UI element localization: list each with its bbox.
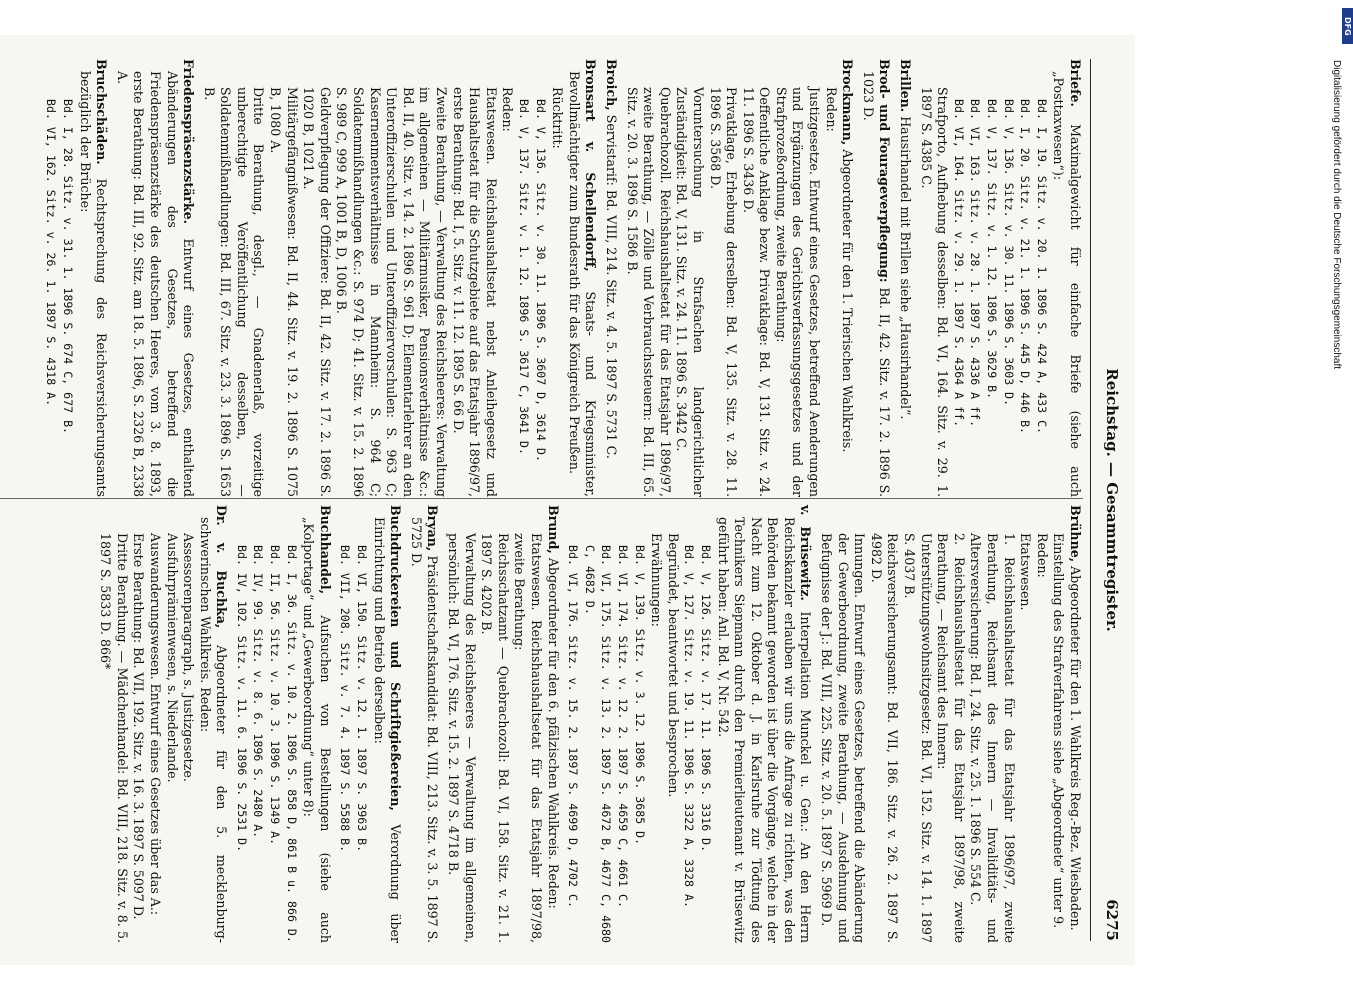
- entry-text: Begründet, beantwortet und besprochen.: [665, 533, 681, 798]
- column-divider: [0, 498, 1083, 499]
- register-page: [0, 35, 1135, 965]
- entry-text: Verordnung über Einrichtung und Betrieb derselben:: [371, 517, 404, 943]
- entry-text: Staats- und Kriegsminister, Bevollmächtigter zum Bundesrath für das Königreich Preußen.: [566, 71, 599, 497]
- entry-text: Militärgefängnißwesen: Bd. II, 44. Sitz. v. 19. 2. 1896 S. 1075 B, 1080 A.: [268, 87, 300, 497]
- dfg-logo: DFG: [1342, 8, 1353, 44]
- entry-text: Quebrachozoll. Reichshaushaltsetat für das Etatsjahr 1896/97, zweite Berathung, — Zölle und Verbrauchssteuern: Bd. III, 65. Sitz. v. 20. 3. 1896 S. 1586 B.: [624, 87, 673, 497]
- entry-text: Abgeordneter für den 5. mecklenburg-schwerinschen Wahlkreis. Reden:: [197, 517, 230, 943]
- entry-text: Auswanderungswesen. Entwurf eines Gesetzes über das A.:: [147, 533, 163, 916]
- page-header: [1095, 59, 1121, 941]
- entry-text: Maximalgewicht für einfache Briefe (siehe auch „Posttaxwesen“):: [1051, 71, 1083, 497]
- entry-text: Reden:: [1034, 533, 1050, 578]
- entry-text: Strafporto, Aufhebung desselben: Bd. VI, 164. Sitz. v. 29. 1. 1897 S. 4385 C.: [918, 87, 951, 497]
- page-number: 6275: [1103, 899, 1121, 941]
- entry-text: Voruntersuchung in Strafsachen landgerichtlicher Zuständigkeit: Bd. V, 131. Sitz. v. 24. 11. 1896 S. 3442 C.: [674, 87, 706, 497]
- citation-line: Bd. V, 137. Sitz. v. 1. 12. 1896 S. 3617 C, 3641 D.: [517, 99, 531, 455]
- entry-text: Privatklage, Erhebung derselben: Bd. V, 135. Sitz. v. 28. 11. 1896 S. 3568 D.: [707, 87, 740, 497]
- citation-line: Bd. VI, 175. Sitz. v. 13. 2. 1897 S. 4672 B, 4677 C, 4680 C, 4682 D.: [582, 545, 614, 943]
- entry-text: Erste Berathung: Bd. VII, 192. Sitz. v. 16. 3. 1897 S. 5097 D.: [131, 533, 147, 920]
- register-entry: [917, 59, 1083, 497]
- entry-heading: Bronsart v. Schellendorff,: [583, 59, 599, 272]
- entry-text: Interpellation Munckel u. Gen.: An den Herrn Reichskanzler erlauben wir uns die Anfrage zu richten, was den Behörden bekannt geworden ist über die Vorgänge, welche in der Nacht zum 12. Oktober d. J. in Karlsruhe zur Tödtung des Technikers Siepmann durch den Premierlieutenant v. Brüsewitz geführt haben: Anl. Bd. V, Nr. 542.: [715, 517, 814, 943]
- entry-text: Servistarif: Bd. VIII, 214. Sitz. v. 4. 5. 1897 S. 5731 C.: [603, 114, 619, 459]
- register-entry: [407, 505, 440, 943]
- entry-heading: Brund,: [545, 505, 561, 554]
- citation-line: Bd. VI, 162. Sitz. v. 26. 1. 1897 S. 4318 A.: [44, 99, 59, 407]
- entry-heading: Dr. v. Buchka,: [214, 505, 230, 629]
- entry-text: Abgeordneter für den 6. pfälzischen Wahlkreis. Reden:: [545, 557, 561, 909]
- header-rule: [1090, 59, 1091, 941]
- entry-text: 1. Reichshaushaltsetat für das Etatsjahr 1896/97, zweite Berathung, Reichsamt des Innern — Invaliditäts- und Altersversicherung: Bd. I, 24. Sitz. v. 25. 1. 1896 S. 554 C.: [968, 533, 1017, 943]
- entry-text: Entwurf eines Gesetzes, enthaltend Abänderungen des Gesetzes, betreffend die Friedenspräsenzstärke des deutschen Heeres, vom 3. 8. 1893, erste Berathung: Bd. III, 92. Sitz. am 18. 5. 1896, S. 2326 B, 2338 A.: [114, 71, 197, 497]
- register-entry: [43, 59, 109, 497]
- citation-line: Bd. VI, 174. Sitz. v. 12. 2. 1897 S. 4659 C, 4661 C.: [615, 545, 630, 908]
- entry-text: Verwaltung des Reichsheeres — Verwaltung im allgemeinen, persönlich: Bd. VI, 176. Sitz. v. 15. 2. 1897 S. 4718 B.: [446, 533, 478, 943]
- register-entry: [859, 59, 892, 497]
- entry-heading: Friedenspräsenzstärke.: [181, 59, 197, 225]
- register-entry: [565, 505, 814, 943]
- entry-text: Innungen. Entwurf eines Gesetzes, betreffend die Abänderung der Gewerbeordnung, zweite Berathung, — Ausdehnung und Befugnisse der J.: Bd. VIII, 225. Sitz. v. 20. 5. 1897 S. 5969 D.: [819, 533, 868, 943]
- register-entry: [200, 59, 598, 497]
- register-entry: [602, 59, 619, 497]
- left-column: [39, 59, 1083, 497]
- entry-heading: v. Brüsewitz.: [798, 505, 814, 601]
- entry-text: Etatswesen.: [1018, 533, 1034, 611]
- entry-text: Erwähnungen:: [649, 533, 665, 627]
- citation-line: Bd. VI, 150. Sitz. v. 12. 1. 1897 S. 3963 B.: [355, 545, 370, 853]
- entry-text: Justizgesetze. Entwurf eines Gesetzes, betreffend Aenderungen und Ergänzungen des Gerichtsverfassungsgesetzes und der Strafprozeßordnung, zweite Berathung:: [773, 87, 823, 497]
- entry-text: Reichsversicherungsamt: Bd. VII, 186. Sitz. v. 26. 2. 1897 S. 4982 D.: [868, 533, 901, 943]
- citation-line: Bd. II, 56. Sitz. v. 10. 3. 1896 S. 1349 A.: [268, 545, 283, 846]
- entry-heading: Brod- und Fourageverpflegung:: [877, 59, 893, 283]
- entry-text: Unterstützungswohnsitzgesetz: Bd. VI, 152. Sitz. v. 14. 1. 1897 S. 4037 B.: [902, 533, 934, 943]
- entry-heading: Briefe.: [1068, 59, 1083, 107]
- entry-text: Hausirhandel mit Brillen siehe „Hausirhandel“.: [898, 116, 914, 420]
- citation-line: Bd. VI, 164. Sitz. v. 29. 1. 1897 S. 4364 A ff.: [951, 99, 966, 428]
- entry-text: Dritte Berathung. — Mädchenhandel: Bd. VIII, 218. Sitz. v. 8. 5. 1897 S. 5833 D. 866*: [98, 533, 130, 943]
- citation-line: Bd. II, 42. Sitz. v. 17. 2. 1896 S. 1023 D.: [860, 71, 893, 497]
- entry-text: 2. Reichshaushaltsetat für das Etatsjahr 1897/98, zweite Berathung, — Reichsamt des Innern:: [935, 533, 967, 943]
- running-title: Reichstag. — Gesammtregister.: [1103, 368, 1121, 632]
- entry-heading: Bruchschäden.: [94, 59, 110, 165]
- entry-text: Abgeordneter für den 1. Trierischen Wahlkreis.: [840, 149, 856, 453]
- entry-text: Präsidentschaftskandidat: Bd. VIII, 213. Sitz. v. 3. 5. 1897 S. 5725 D.: [408, 517, 441, 943]
- entry-text: Ausfuhrprämienwesen, s. Niederlande.: [164, 533, 180, 783]
- citation-line: Bd. VI, 163. Sitz. v. 28. 1. 1897 S. 4336 A ff.: [968, 99, 983, 428]
- entry-heading: Brühne,: [1068, 505, 1083, 563]
- citation-line: Bd. I, 20. Sitz. v. 21. 1. 1896 S. 445 D, 446 B.: [1018, 99, 1033, 435]
- entry-text: Einstellung des Strafverfahrens siehe „Abgeordnete“ unter 9.: [1051, 533, 1067, 929]
- entry-text: Reichsschatzamt — Quebrachozoll: Bd. VI, 158. Sitz. v. 21. 1. 1897 S. 4202 B.: [479, 533, 511, 943]
- citation-line: Bd. I, 19. Sitz. v. 20. 1. 1896 S. 424 A, 433 C.: [1034, 99, 1049, 435]
- entry-text: Aufsuchen von Bestellungen (siehe auch „Kolportage“ und „Gewerbeordnung“ unter 8):: [301, 517, 333, 943]
- entry-text: Assessorenparagraph, s. Justizgesetze.: [181, 533, 197, 782]
- citation-line: Bd. VI, 176. Sitz. v. 15. 2. 1897 S. 4699 D, 4702 C.: [566, 545, 581, 908]
- citation-line: Bd. V, 126. Sitz. v. 17. 11. 1896 S. 3316 D.: [698, 545, 713, 853]
- entry-text: Reden:: [823, 87, 839, 132]
- entry-text: Reden:: [500, 87, 516, 132]
- entry-text: Oeffentliche Anklage bezw. Privatklage: Bd. V, 131. Sitz. v. 24. 11. 1896 S. 3436 D.: [740, 87, 773, 497]
- entry-heading: Buchhandel,: [317, 505, 333, 595]
- entry-text: Geldverpflegung der Offiziere: Bd. II, 42. Sitz. v. 17. 2. 1896 S. 1020 B, 1021 A.: [301, 87, 333, 497]
- entry-heading: Broich,: [603, 59, 619, 111]
- register-entry: [818, 505, 1084, 943]
- entry-heading: Brillen.: [898, 59, 914, 113]
- register-entry: [623, 59, 855, 497]
- register-entry: [97, 505, 230, 943]
- entry-heading: Bryan,: [425, 505, 441, 552]
- entry-text: Zweite Berathung, — Verwaltung des Reichsheeres: Verwaltung im allgemeinen — Militärmusiker, Pensionsverhältnisse &c.: Bd. II, 40. Sitz. v. 14. 2. 1896 S. 961 D; Elementarlehrer an den Unteroffizierschulen und Unteroffiziervorschulen: S. 963 C; Kasernenmentsverhältnisse in Mannheim: S. 964 C; Soldatenmißhandlungen &c.: S. 974 D; 41. Sitz. v. 15. 2. 1896 S. 989 C, 999 A, 1001 B, D, 1006 B.: [334, 87, 450, 497]
- register-entry: [113, 59, 196, 497]
- citation-line: Bd. IV, 102. Sitz. v. 11. 6. 1896 S. 2531 D.: [234, 545, 249, 853]
- citation-line: Bd. IV, 99. Sitz. v. 8. 6. 1896 S. 2480 A.: [251, 545, 266, 839]
- citation-line: Bd. VII, 208. Sitz. v. 7. 4. 1897 S. 5588 B.: [338, 545, 353, 853]
- entry-text: Rechtsprechung des Reichsversicherungsamts bezüglich der Brüche:: [77, 71, 110, 497]
- register-entry: [233, 505, 333, 943]
- entry-text: Abgeordneter für den 1. Wahlkreis Reg.-Bez. Wiesbaden.: [1068, 566, 1083, 931]
- entry-text: Etatswesen. Reichshaushaltsetat für das Etatsjahr 1897/98, zweite Berathung:: [512, 533, 544, 943]
- entry-text: Dritte Berathung, desgl., — Gnadenerlaß, vorzeitige unberechtigte Veröffentlichung desselben, — Soldatenmißhandlungen: Bd. III, 67. Sitz. v. 23. 3. 1896 S. 1653 B.: [201, 87, 267, 497]
- citation-line: Bd. V, 136. Sitz. v. 30. 11. 1896 S. 3603 D.: [1001, 99, 1016, 407]
- register-entry: [444, 505, 560, 943]
- citation-line: Bd. V, 127. Sitz. v. 19. 11. 1896 S. 3322 A, 3328 A.: [682, 545, 697, 908]
- entry-text: Rücktritt:: [550, 87, 566, 149]
- digitization-credit: Digitalisierung gefördert durch die Deutsche Forschungsgemeinschaft: [1331, 60, 1342, 370]
- citation-line: Bd. I, 28. Sitz. v. 31. 1. 1896 S. 674 C, 677 B.: [60, 99, 75, 435]
- citation-line: Bd. V, 139. Sitz. v. 3. 12. 1896 S. 3685 D.: [632, 545, 647, 846]
- citation-line: Bd. V, 136. Sitz. v. 30. 11. 1896 S. 3607 D, 3614 D.: [533, 99, 548, 462]
- register-entry: [896, 59, 913, 497]
- entry-heading: Brockmann,: [840, 59, 856, 146]
- right-column: [93, 505, 1083, 943]
- citation-line: Bd. V, 137. Sitz. v. 1. 12. 1896 S. 3629 B.: [985, 99, 1000, 400]
- entry-heading: Buchdruckereien und Schriftgießereien,: [388, 505, 404, 811]
- entry-text: Etatswesen. Reichshaushaltsetat nebst Anleihegesetz und Haushaltsetat für die Schutzgebiete auf das Etatsjahr 1896/97, erste Berathung: Bd. I, 5. Sitz. v. 11. 12. 1895 S. 66 D.: [450, 87, 499, 497]
- citation-line: Bd. I, 36. Sitz. v. 10. 2. 1896 S. 858 D, 861 B u. 866 D.: [284, 545, 299, 943]
- register-entry: [337, 505, 403, 943]
